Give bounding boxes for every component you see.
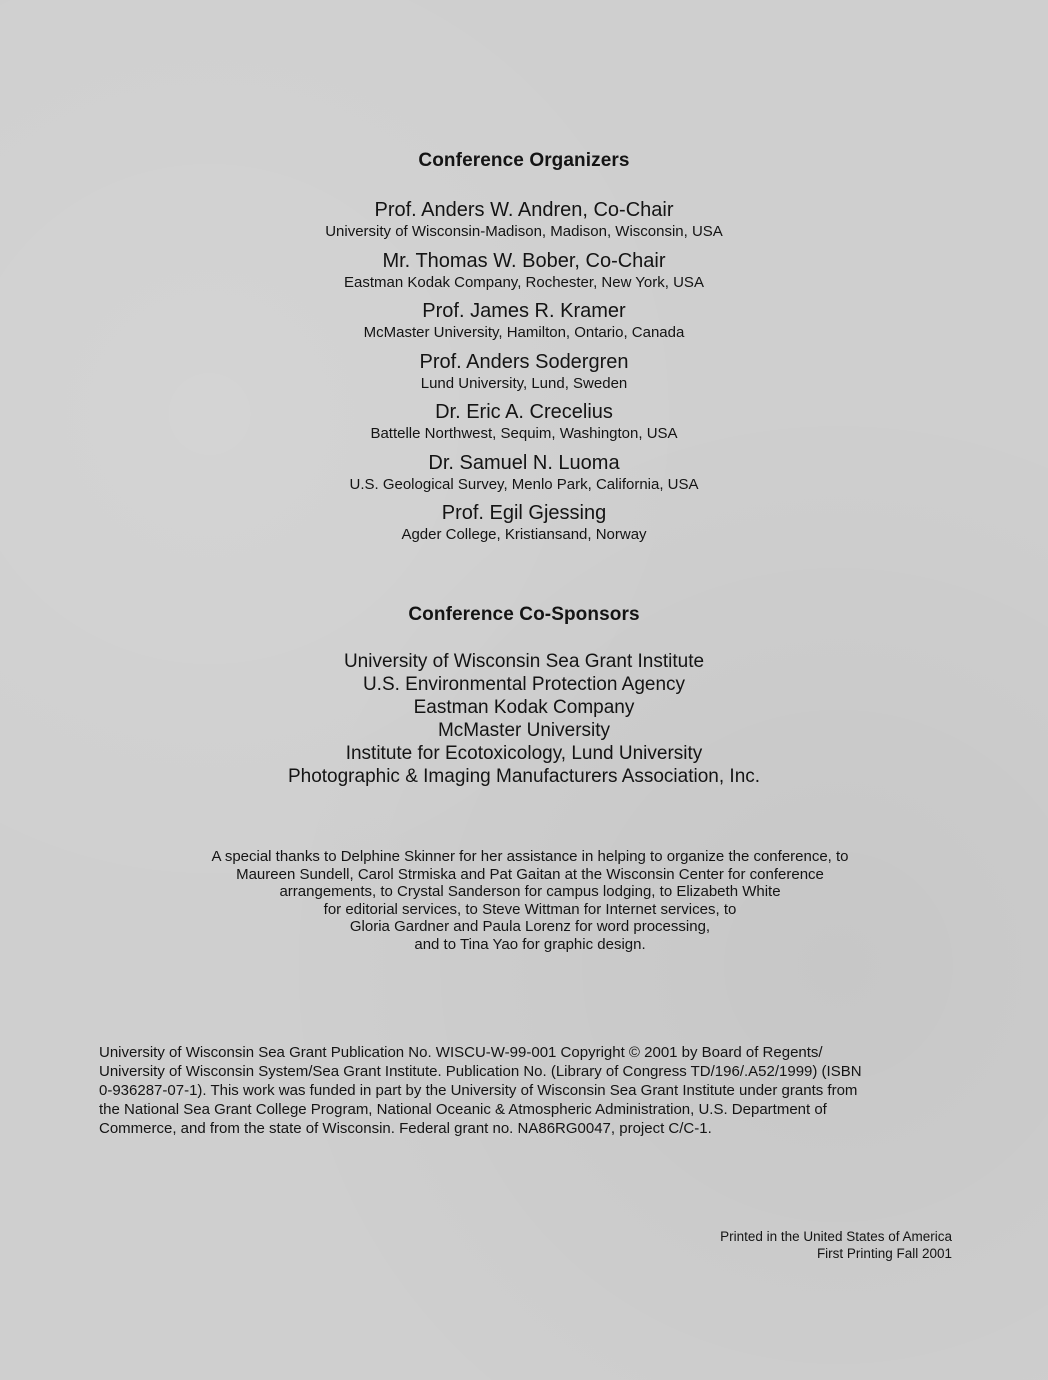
organizer-name: Prof. Egil Gjessing bbox=[441, 502, 607, 524]
organizer-affiliation: Lund University, Lund, Sweden bbox=[420, 374, 628, 392]
publication-line: University of Wisconsin Sea Grant Publication No. WISCU-W-99-001 Copyright © 2001 by Board of Regents/ bbox=[99, 1044, 823, 1061]
acknowledgements-line: Gloria Gardner and Paula Lorenz for word processing, bbox=[349, 918, 711, 935]
organizer-affiliation: University of Wisconsin-Madison, Madison, Wisconsin, USA bbox=[325, 223, 723, 240]
acknowledgements-line: A special thanks to Delphine Skinner for her assistance in helping to organize the conference, to bbox=[211, 848, 849, 865]
organizer-entry bbox=[0, 350, 1048, 401]
sponsor-item: Eastman Kodak Company bbox=[413, 697, 635, 718]
sponsors-heading: Conference Co-Sponsors bbox=[408, 604, 640, 625]
publication-info bbox=[99, 1043, 979, 1138]
organizer-name: Mr. Thomas W. Bober, Co-Chair bbox=[382, 249, 666, 272]
publication-line: 0-936287-07-1). This work was funded in part by the University of Wisconsin Sea Grant Institute under grants from bbox=[99, 1082, 858, 1099]
organizer-affiliation: Battelle Northwest, Sequim, Washington, USA bbox=[370, 425, 678, 442]
printing-edition: First Printing Fall 2001 bbox=[816, 1246, 952, 1261]
sponsor-item: Institute for Ecotoxicology, Lund University bbox=[345, 743, 703, 764]
organizer-entry bbox=[0, 299, 1048, 350]
acknowledgements-line: Maureen Sundell, Carol Strmiska and Pat Gaitan at the Wisconsin Center for conference bbox=[236, 865, 824, 883]
acknowledgements-line: and to Tina Yao for graphic design. bbox=[414, 935, 646, 953]
organizer-name: Dr. Eric A. Crecelius bbox=[435, 401, 613, 423]
organizer-entry bbox=[0, 501, 1048, 552]
sponsor-item: Photographic & Imaging Manufacturers Association, Inc. bbox=[287, 766, 761, 787]
acknowledgements-line: arrangements, to Crystal Sanderson for campus lodging, to Elizabeth White bbox=[279, 883, 781, 900]
organizer-affiliation: McMaster University, Hamilton, Ontario, Canada bbox=[363, 324, 685, 341]
organizers-list bbox=[0, 198, 1048, 552]
organizer-affiliation: U.S. Geological Survey, Menlo Park, California, USA bbox=[349, 475, 699, 493]
organizer-entry bbox=[0, 249, 1048, 300]
organizer-entry bbox=[0, 451, 1048, 502]
organizer-name: Dr. Samuel N. Luoma bbox=[428, 451, 620, 474]
acknowledgements-paragraph bbox=[150, 848, 910, 953]
acknowledgements-line: for editorial services, to Steve Wittman for Internet services, to bbox=[323, 900, 737, 918]
publication-line: University of Wisconsin System/Sea Grant Institute. Publication No. (Library of Congress TD/196/.A52/1999) (ISBN bbox=[99, 1063, 862, 1080]
organizer-entry bbox=[0, 400, 1048, 451]
organizer-entry bbox=[0, 198, 1048, 249]
sponsors-list bbox=[0, 650, 1048, 788]
organizer-name: Prof. Anders W. Andren, Co-Chair bbox=[374, 199, 674, 221]
organizer-name: Prof. Anders Sodergren bbox=[419, 350, 629, 373]
publication-line: Commerce, and from the state of Wisconsin. Federal grant no. NA86RG0047, project C/C-1. bbox=[99, 1120, 712, 1137]
organizer-name: Prof. James R. Kramer bbox=[422, 300, 626, 322]
sponsor-item: University of Wisconsin Sea Grant Institute bbox=[343, 651, 705, 672]
printed-country: Printed in the United States of America bbox=[720, 1229, 952, 1244]
printing-info bbox=[720, 1228, 952, 1262]
sponsor-item: U.S. Environmental Protection Agency bbox=[362, 674, 686, 695]
organizer-affiliation: Agder College, Kristiansand, Norway bbox=[401, 526, 647, 543]
organizer-affiliation: Eastman Kodak Company, Rochester, New York, USA bbox=[344, 273, 704, 291]
organizers-heading: Conference Organizers bbox=[418, 150, 630, 171]
sponsor-item: McMaster University bbox=[437, 720, 611, 741]
publication-line: the National Sea Grant College Program, National Oceanic & Atmospheric Administration, U.S. Department of bbox=[99, 1101, 827, 1118]
